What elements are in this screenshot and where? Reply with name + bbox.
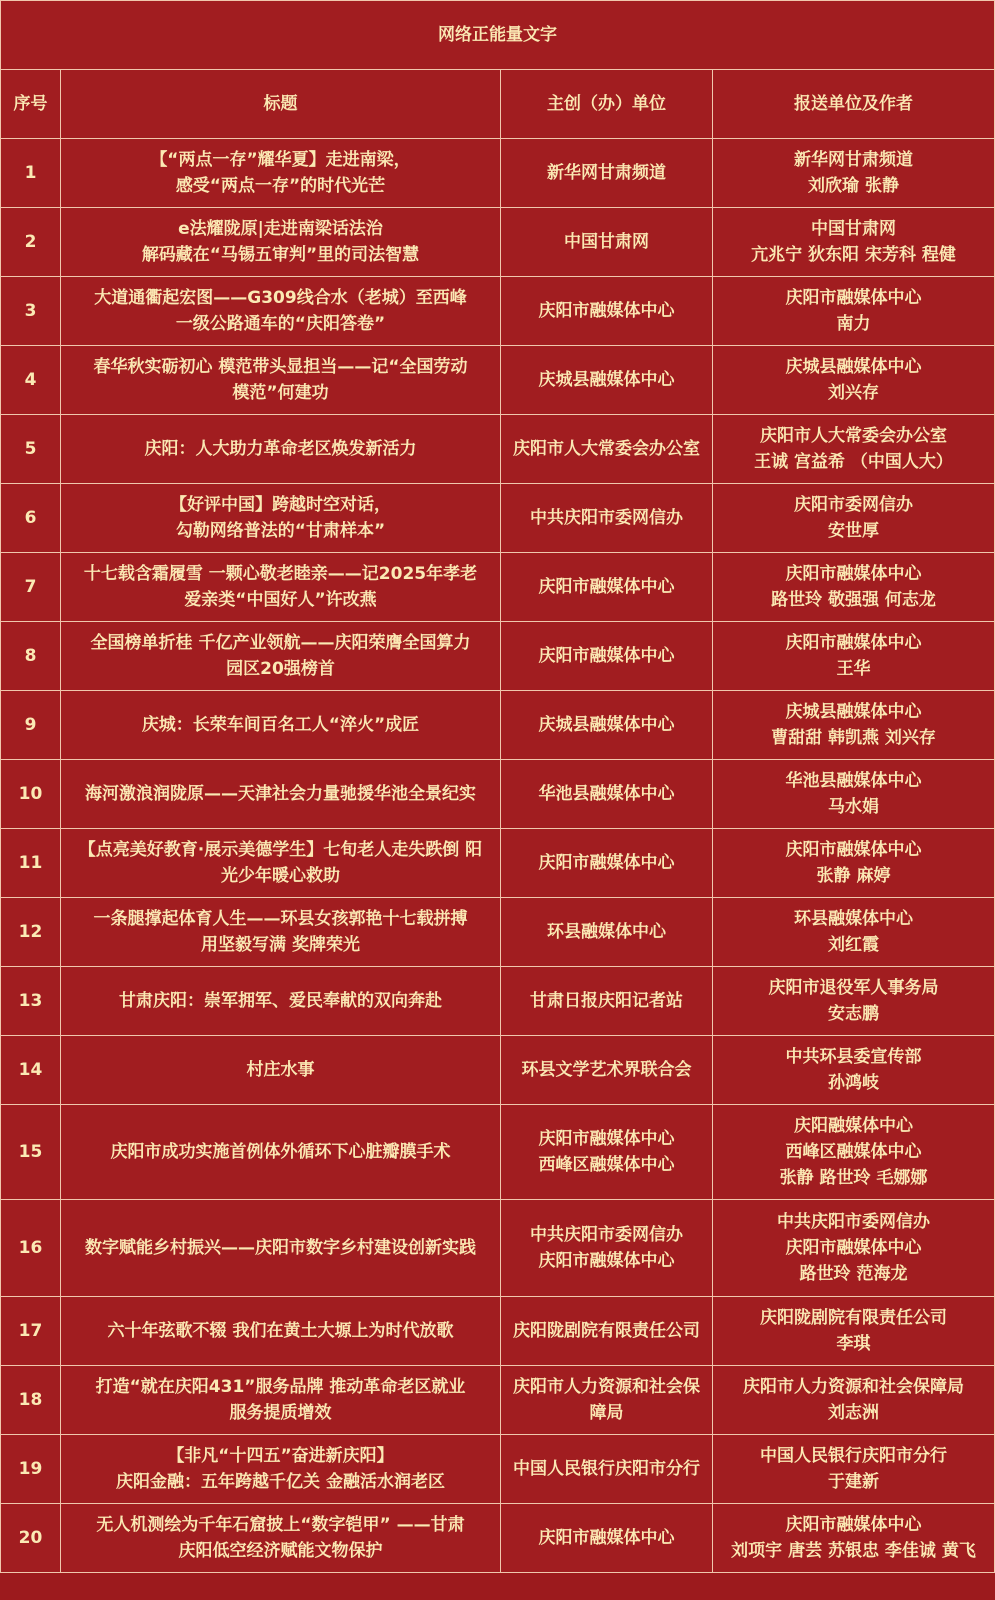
cell-unit-line: 中国甘肃网 [564, 232, 649, 252]
cell-title [61, 484, 501, 553]
cell-no: 17 [1, 1297, 61, 1366]
cell-unit [501, 1435, 713, 1504]
cell-unit [501, 760, 713, 829]
cell-unit-line: 庆城县融媒体中心 [538, 370, 675, 390]
cell-unit-line: 环县融媒体中心 [547, 922, 666, 942]
cell-no: 12 [1, 898, 61, 967]
cell-author-line: 中共庆阳市委网信办 [777, 1212, 930, 1232]
cell-author-line: 庆阳市融媒体中心 [785, 288, 922, 308]
cell-unit [501, 346, 713, 415]
cell-author-line: 庆阳融媒体中心 [794, 1116, 913, 1136]
cell-author-line: 路世玲 敬强强 何志龙 [771, 590, 936, 610]
cell-title [61, 553, 501, 622]
cell-title-line: 甘肃庆阳：崇军拥军、爱民奉献的双向奔赴 [119, 991, 442, 1011]
cell-author-line: 曹甜甜 韩凯燕 刘兴存 [771, 728, 936, 748]
cell-author-line: 安世厚 [828, 521, 879, 541]
cell-unit [501, 622, 713, 691]
header-row [1, 70, 995, 139]
cell-title-line: 数字赋能乡村振兴——庆阳市数字乡村建设创新实践 [85, 1238, 476, 1258]
cell-unit [501, 1105, 713, 1200]
cell-no: 4 [1, 346, 61, 415]
cell-no: 16 [1, 1200, 61, 1297]
cell-author [713, 139, 995, 208]
cell-title [61, 829, 501, 898]
cell-title-line: 一级公路通车的“庆阳答卷” [175, 314, 386, 334]
cell-unit [501, 829, 713, 898]
cell-unit-line: 西峰区融媒体中心 [538, 1155, 675, 1175]
cell-author-line: 庆阳市融媒体中心 [785, 840, 922, 860]
cell-author-line: 庆阳市退役军人事务局 [768, 978, 939, 998]
cell-unit-line: 庆阳市融媒体中心 [538, 301, 675, 321]
cell-no: 11 [1, 829, 61, 898]
cell-author [713, 553, 995, 622]
cell-author-line: 安志鹏 [828, 1004, 879, 1024]
cell-unit-line: 庆阳市融媒体中心 [538, 1251, 675, 1271]
cell-title-line: 解码藏在“马锡五审判”里的司法智慧 [141, 245, 420, 265]
cell-author-line: 刘项宇 唐芸 苏银忠 李佳诚 黄飞 [731, 1541, 976, 1561]
cell-author-line: 环县融媒体中心 [794, 909, 913, 929]
cell-author-line: 庆阳市融媒体中心 [785, 633, 922, 653]
cell-unit-line: 中国人民银行庆阳市分行 [513, 1459, 700, 1479]
cell-author-line: 庆阳市融媒体中心 [785, 1515, 922, 1535]
cell-title-line: 用坚毅写满 奖牌荣光 [201, 935, 360, 955]
cell-author [713, 1200, 995, 1297]
cell-title-line: 无人机测绘为千年石窟披上“数字铠甲” ——甘肃 [96, 1515, 465, 1535]
table-row [1, 967, 995, 1036]
table-row [1, 622, 995, 691]
cell-no: 19 [1, 1435, 61, 1504]
cell-author [713, 1036, 995, 1105]
cell-unit-line: 庆阳市融媒体中心 [538, 853, 675, 873]
table-row [1, 1200, 995, 1297]
cell-author [713, 346, 995, 415]
cell-no: 14 [1, 1036, 61, 1105]
cell-title [61, 208, 501, 277]
cell-title-line: 【非凡“十四五”奋进新庆阳】 [167, 1446, 394, 1466]
cell-unit [501, 898, 713, 967]
cell-title-line: 打造“就在庆阳431”服务品牌 推动革命老区就业 [95, 1377, 466, 1397]
cell-title-line: 庆阳金融：五年跨越千亿关 金融活水润老区 [116, 1472, 445, 1492]
cell-author [713, 277, 995, 346]
cell-author [713, 208, 995, 277]
cell-no: 6 [1, 484, 61, 553]
cell-author [713, 1504, 995, 1573]
cell-author-line: 庆阳市人力资源和社会保障局 [743, 1377, 964, 1397]
cell-title-line: 【“两点一存”耀华夏】走进南梁， [150, 150, 411, 170]
table-row [1, 208, 995, 277]
cell-author-line: 于建新 [828, 1472, 879, 1492]
cell-unit-line: 环县文学艺术界联合会 [521, 1060, 692, 1080]
table-row [1, 415, 995, 484]
cell-no: 2 [1, 208, 61, 277]
cell-title [61, 1435, 501, 1504]
table-caption: 网络正能量文字 [1, 1, 995, 70]
cell-title-line: 光少年暖心救助 [221, 866, 340, 886]
table-row [1, 553, 995, 622]
cell-unit [501, 691, 713, 760]
cell-author [713, 415, 995, 484]
cell-title-line: 感受“两点一存”的时代光芒 [175, 176, 386, 196]
table-row [1, 1297, 995, 1366]
cell-title-line: 园区20强榜首 [226, 659, 335, 679]
cell-author-line: 刘红霞 [828, 935, 879, 955]
cell-author-line: 李琪 [836, 1334, 871, 1354]
cell-author [713, 967, 995, 1036]
cell-author [713, 829, 995, 898]
cell-unit [501, 967, 713, 1036]
cell-title-line: 服务提质增效 [229, 1403, 332, 1423]
cell-author-line: 华池县融媒体中心 [785, 771, 922, 791]
cell-author-line: 王诚 宫益希 （中国人大） [754, 452, 953, 472]
cell-unit-line: 庆阳市融媒体中心 [538, 1129, 675, 1149]
cell-no: 7 [1, 553, 61, 622]
table-row [1, 1435, 995, 1504]
cell-no: 8 [1, 622, 61, 691]
cell-title [61, 1036, 501, 1105]
cell-author-line: 中国人民银行庆阳市分行 [760, 1446, 947, 1466]
cell-title-line: 庆城：长荣车间百名工人“淬火”成匠 [141, 715, 420, 735]
cell-author [713, 622, 995, 691]
cell-author [713, 691, 995, 760]
cell-author-line: 亢兆宁 狄东阳 宋芳科 程健 [751, 245, 956, 265]
cell-author-line: 新华网甘肃频道 [794, 150, 913, 170]
cell-author-line: 中共环县委宣传部 [785, 1047, 922, 1067]
cell-title-line: 模范”何建功 [232, 383, 329, 403]
cell-author-line: 中国甘肃网 [811, 219, 896, 239]
table-row [1, 346, 995, 415]
cell-author [713, 760, 995, 829]
cell-author [713, 1297, 995, 1366]
cell-title [61, 622, 501, 691]
cell-title-line: 海河激浪润陇原——天津社会力量驰援华池全景纪实 [85, 784, 476, 804]
cell-unit-line: 中共庆阳市委网信办 [530, 508, 683, 528]
header-unit: 主创（办）单位 [501, 70, 713, 139]
cell-title [61, 346, 501, 415]
cell-no: 9 [1, 691, 61, 760]
cell-author-line: 庆阳市人大常委会办公室 [760, 426, 947, 446]
cell-author-line: 庆城县融媒体中心 [785, 702, 922, 722]
cell-unit [501, 1297, 713, 1366]
cell-unit-line: 庆阳市融媒体中心 [538, 577, 675, 597]
cell-author-line: 刘志洲 [828, 1403, 879, 1423]
cell-title [61, 760, 501, 829]
table-row [1, 1105, 995, 1200]
cell-title-line: 勾勒网络普法的“甘肃样本” [175, 521, 386, 541]
cell-title-line: 村庄水事 [246, 1060, 315, 1080]
cell-unit-line: 新华网甘肃频道 [547, 163, 666, 183]
cell-unit-line: 庆阳市人大常委会办公室 [513, 439, 700, 459]
cell-title-line: 十七载含霜履雪 一颗心敬老睦亲——记2025年孝老 [83, 564, 478, 584]
cell-no: 1 [1, 139, 61, 208]
cell-title [61, 1504, 501, 1573]
cell-title-line: 庆阳：人大助力革命老区焕发新活力 [144, 439, 417, 459]
cell-author [713, 1105, 995, 1200]
cell-author-line: 路世玲 范海龙 [799, 1264, 908, 1284]
cell-unit [501, 484, 713, 553]
cell-unit-line: 庆城县融媒体中心 [538, 715, 675, 735]
cell-unit-line: 庆阳陇剧院有限责任公司 [513, 1321, 700, 1341]
table-row [1, 277, 995, 346]
cell-author [713, 898, 995, 967]
cell-unit-line: 华池县融媒体中心 [538, 784, 675, 804]
cell-unit-line: 庆阳市融媒体中心 [538, 1528, 675, 1548]
cell-title-line: 全国榜单折桂 千亿产业领航——庆阳荣膺全国算力 [90, 633, 471, 653]
table-row [1, 139, 995, 208]
cell-title-line: 爱亲类“中国好人”许改燕 [184, 590, 377, 610]
cell-title [61, 139, 501, 208]
cell-no: 13 [1, 967, 61, 1036]
cell-title [61, 1200, 501, 1297]
cell-title [61, 415, 501, 484]
cell-title [61, 1105, 501, 1200]
cell-title [61, 1366, 501, 1435]
cell-title [61, 691, 501, 760]
cell-title-line: 【好评中国】跨越时空对话， [170, 495, 391, 515]
table-row [1, 484, 995, 553]
cell-no: 18 [1, 1366, 61, 1435]
cell-author [713, 1435, 995, 1504]
cell-author-line: 张静 麻婷 [816, 866, 891, 886]
cell-no: 3 [1, 277, 61, 346]
cell-author-line: 南力 [836, 314, 871, 334]
header-no: 序号 [1, 70, 61, 139]
cell-author-line: 庆阳市融媒体中心 [785, 1238, 922, 1258]
cell-no: 5 [1, 415, 61, 484]
cell-unit [501, 1366, 713, 1435]
cell-no: 15 [1, 1105, 61, 1200]
cell-author [713, 484, 995, 553]
table-row [1, 1036, 995, 1105]
table-row [1, 1366, 995, 1435]
cell-no: 20 [1, 1504, 61, 1573]
table-row [1, 829, 995, 898]
cell-unit [501, 1200, 713, 1297]
cell-author-line: 西峰区融媒体中心 [785, 1142, 922, 1162]
cell-author-line: 王华 [836, 659, 871, 679]
cell-author-line: 张静 路世玲 毛娜娜 [779, 1168, 928, 1188]
cell-title-line: 一条腿撑起体育人生——环县女孩郭艳十七载拼搏 [93, 909, 468, 929]
cell-author-line: 庆阳市融媒体中心 [785, 564, 922, 584]
cell-author-line: 刘欣瑜 张静 [808, 176, 899, 196]
cell-no: 10 [1, 760, 61, 829]
cell-title-line: 春华秋实砺初心 模范带头显担当——记“全国劳动 [93, 357, 468, 377]
cell-title-line: 大道通衢起宏图——G309线合水（老城）至西峰 [94, 288, 467, 308]
cell-title-line: 庆阳市成功实施首例体外循环下心脏瓣膜手术 [110, 1142, 451, 1162]
cell-author-line: 刘兴存 [828, 383, 879, 403]
cell-author-line: 孙鸿岐 [828, 1073, 879, 1093]
cell-unit [501, 1036, 713, 1105]
cell-unit-line: 障局 [589, 1403, 624, 1423]
cell-author-line: 庆城县融媒体中心 [785, 357, 922, 377]
cell-unit [501, 415, 713, 484]
cell-title [61, 277, 501, 346]
cell-author-line: 马水娟 [828, 797, 879, 817]
cell-author-line: 庆阳陇剧院有限责任公司 [760, 1308, 947, 1328]
cell-unit-line: 甘肃日报庆阳记者站 [530, 991, 683, 1011]
cell-title-line: 【点亮美好教育·展示美德学生】七旬老人走失跌倒 阳 [78, 840, 483, 860]
cell-title-line: e法耀陇原|走进南梁话法治 [178, 219, 383, 239]
cell-title [61, 1297, 501, 1366]
cell-title-line: 庆阳低空经济赋能文物保护 [178, 1541, 383, 1561]
cell-unit [501, 139, 713, 208]
cell-unit [501, 208, 713, 277]
header-author: 报送单位及作者 [713, 70, 995, 139]
cell-unit [501, 277, 713, 346]
cell-unit-line: 中共庆阳市委网信办 [530, 1225, 683, 1245]
cell-title-line: 六十年弦歌不辍 我们在黄土大塬上为时代放歌 [107, 1321, 454, 1341]
table-row [1, 898, 995, 967]
caption-row [1, 1, 995, 70]
cell-unit [501, 1504, 713, 1573]
cell-title [61, 898, 501, 967]
cell-unit [501, 553, 713, 622]
table-row [1, 1504, 995, 1573]
cell-unit-line: 庆阳市融媒体中心 [538, 646, 675, 666]
table-row [1, 691, 995, 760]
table-row [1, 760, 995, 829]
cell-author-line: 庆阳市委网信办 [794, 495, 913, 515]
header-title: 标题 [61, 70, 501, 139]
cell-author [713, 1366, 995, 1435]
cell-title [61, 967, 501, 1036]
cell-unit-line: 庆阳市人力资源和社会保 [513, 1377, 700, 1397]
